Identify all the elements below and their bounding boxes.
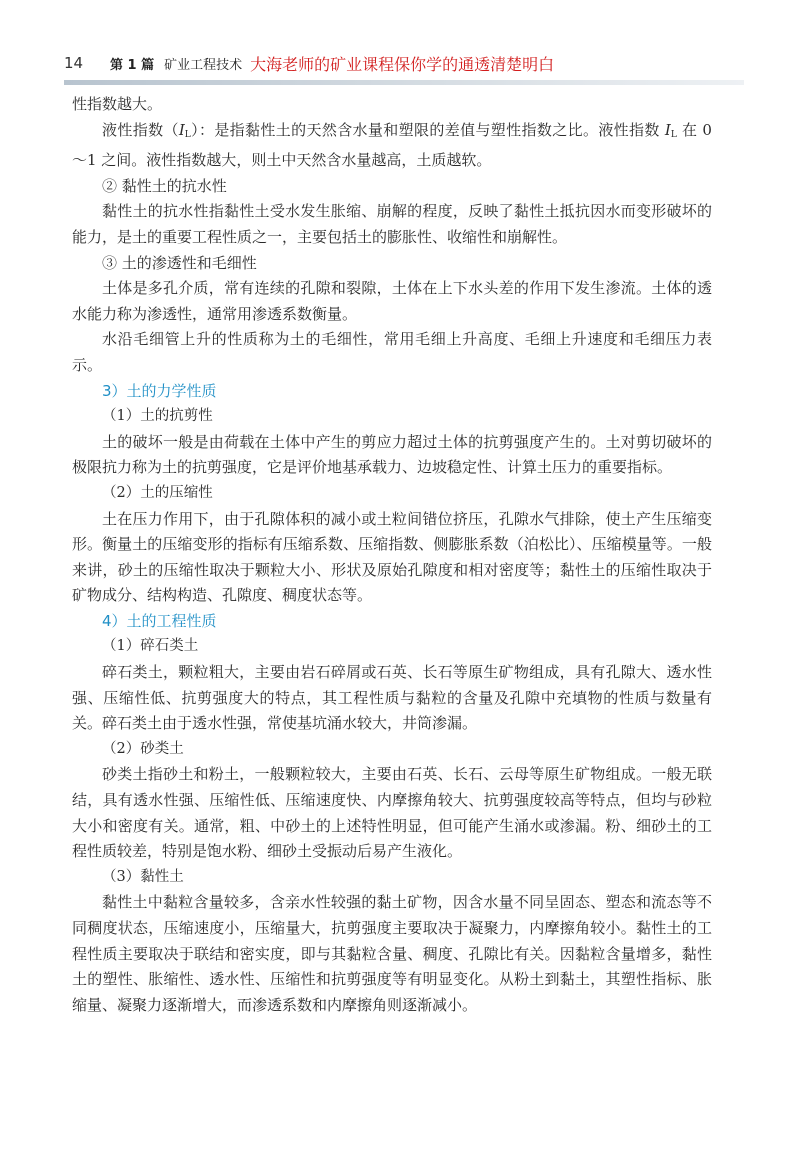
text-run: 液性指数（ xyxy=(102,120,179,139)
symbol: I xyxy=(178,120,185,139)
paragraph: 土体是多孔介质，常有连续的孔隙和裂隙，土体在上下水头差的作用下发生渗流。土体的透水能力称为渗透性，通常用渗透系数衡量。 xyxy=(72,279,712,323)
paragraph: 砂类土指砂土和粉土，一般颗粒较大，主要由石英、长石、云母等原生矿物组成。一般无联结，具有透水性强、压缩性低、压缩速度快、内摩擦角较大、抗剪强度较高等特点，但均与砂粒大小和密度有关。通常，粗、中砂土的上述特性明显，但可能产生涌水或渗漏。粉、细砂土的工程性质较差，特别是饱水粉、细砂土受振动后易产生液化。 xyxy=(72,765,712,861)
part-title: 矿业工程技术 xyxy=(164,57,243,73)
subheading: （2）土的压缩性 xyxy=(102,484,213,501)
text-run: 在 0～1 之间。液性指数越大，则土中天然含水量越高，土质越软。 xyxy=(72,120,712,170)
part-label: 第 1 篇 xyxy=(110,57,155,73)
running-header xyxy=(64,50,744,76)
paragraph: 水沿毛细管上升的性质称为土的毛细性，常用毛细上升高度、毛细上升速度和毛细压力表示。 xyxy=(72,330,712,374)
subheading: ② 黏性土的抗水性 xyxy=(102,176,227,195)
subscript: L xyxy=(670,129,677,140)
page-number: 14 xyxy=(64,54,84,72)
subheading: （1）碎石类土 xyxy=(102,638,199,655)
watermark-text: 大海老师的矿业课程保你学的通透清楚明白 xyxy=(250,54,555,74)
paragraph: 碎石类土，颗粒粗大，主要由岩石碎屑或石英、长石等原生矿物组成，具有孔隙大、透水性强、压缩性低、抗剪强度大的特点，其工程性质与黏粒的含量及孔隙中充填物的性质与数量有关。碎石类土由于透水性强，常使基坑涌水较大，井筒渗漏。 xyxy=(72,663,712,733)
header-rule xyxy=(64,80,744,85)
subheading: （3）黏性土 xyxy=(102,868,184,885)
section-heading: 3）土的力学性质 xyxy=(102,381,217,400)
subscript: L xyxy=(184,129,191,140)
subheading: ③ 土的渗透性和毛细性 xyxy=(102,253,257,272)
section-heading: 4）土的工程性质 xyxy=(102,611,217,630)
paragraph: 性指数越大。 xyxy=(72,95,163,113)
paragraph: 土的破坏一般是由荷载在土体中产生的剪应力超过土体的抗剪强度产生的。土对剪切破坏的极限抗力称为土的抗剪强度，它是评价地基承载力、边坡稳定性、计算土压力的重要指标。 xyxy=(72,432,712,477)
paragraph: 黏性土中黏粒含量较多，含亲水性较强的黏土矿物，因含水量不同呈固态、塑态和流态等不同稠度状态，压缩速度小，压缩量大，抗剪强度主要取决于凝聚力，内摩擦角较小。黏性土的工程性质主要取决于联结和密实度，即与其黏粒含量、稠度、孔隙比有关。因黏粒含量增多，黏性土的塑性、胀缩性、透水性、压缩性和抗剪强度等有明显变化。从粉土到黏土，其塑性指标、胀缩量、凝聚力逐渐增大，而渗透系数和内摩擦角则逐渐减小。 xyxy=(72,893,712,1014)
subheading: （1）土的抗剪性 xyxy=(102,408,213,425)
text-run: ）：是指黏性土的天然含水量和塑限的差值与塑性指数之比。液性指数 xyxy=(190,120,665,139)
subheading: （2）砂类土 xyxy=(102,740,184,757)
symbol: I xyxy=(664,120,671,139)
paragraph: 黏性土的抗水性指黏性土受水发生胀缩、崩解的程度，反映了黏性土抵抗因水而变形破坏的能力，是土的重要工程性质之一，主要包括土的膨胀性、收缩性和崩解性。 xyxy=(72,202,712,246)
paragraph-liquidity-index xyxy=(72,118,712,174)
body-text xyxy=(72,92,712,1018)
paragraph: 土在压力作用下，由于孔隙体积的减小或土粒间错位挤压，孔隙水气排除，使土产生压缩变形。衡量土的压缩变形的指标有压缩系数、压缩指数、侧膨胀系数（泊松比）、压缩模量等。一般来讲，砂土的压缩性取决于颗粒大小、形状及原始孔隙度和相对密度等；黏性土的压缩性取决于矿物成分、结构构造、孔隙度、稠度状态等。 xyxy=(72,509,712,605)
